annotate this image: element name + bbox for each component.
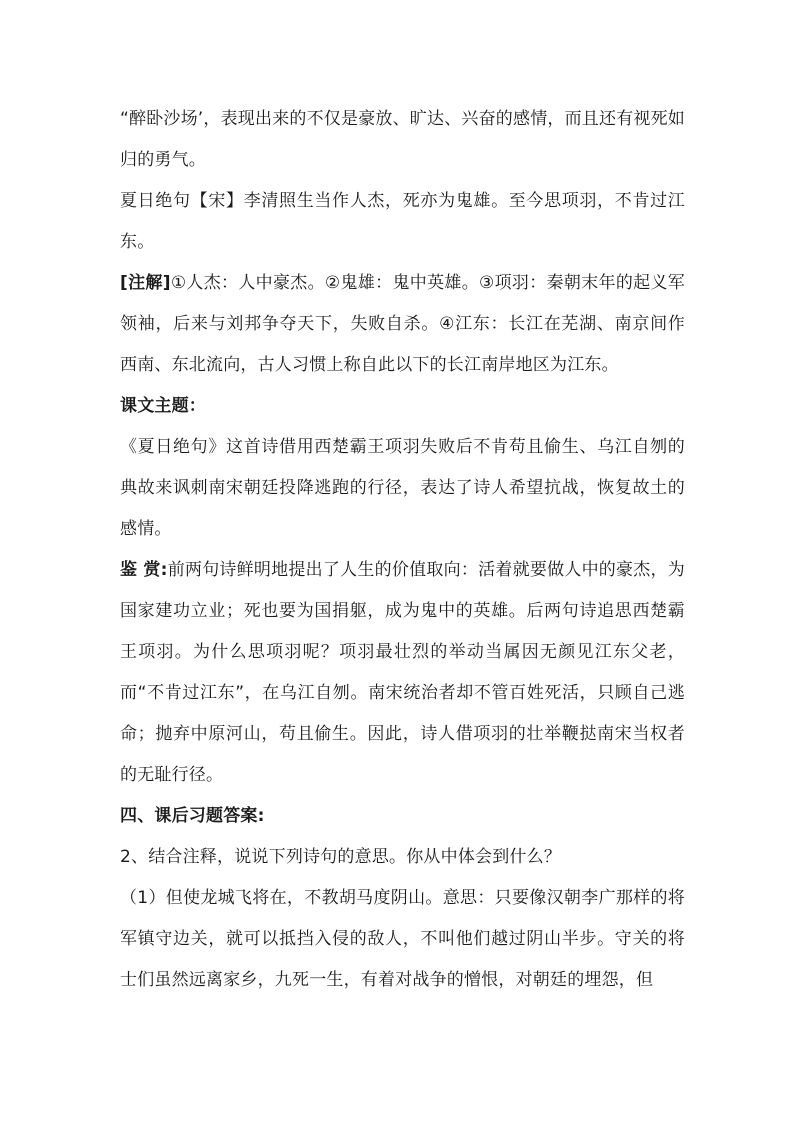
appreciation-paragraph <box>120 550 685 796</box>
theme-paragraph <box>120 427 685 550</box>
exercise-answer-1 <box>120 878 685 1001</box>
annotation-label: [注解] <box>120 273 171 293</box>
paragraph-text: 夏日绝句【宋】李清照生当作人杰，死亦为鬼雄。至今思项羽，不肯过江东。 <box>120 191 685 252</box>
exercise-answers-heading <box>120 796 685 837</box>
exercise-question-2 <box>120 837 685 878</box>
appreciation-label: 鉴 赏: <box>120 560 168 580</box>
paragraph-text: 2、结合注释，说说下列诗句的意思。你从中体会到什么？ <box>120 847 562 867</box>
theme-heading <box>120 386 685 427</box>
paragraph-drunk-battlefield <box>120 99 685 181</box>
paragraph-text: （1）但使龙城飞将在，不教胡马度阴山。意思：只要像汉朝李广那样的将军镇守边关，就可以抵挡入侵的敌人，不叫他们越过阴山半步。守关的将士们虽然远离家乡，九死一生，有着对战争的憎恨，对朝廷的埋怨，但 <box>120 888 685 990</box>
paragraph-text: 前两句诗鲜明地提出了人生的价值取向：活着就要做人中的豪杰，为国家建功立业；死也要为国捐躯，成为鬼中的英雄。后两句诗追思西楚霸王项羽。为什么思项羽呢？项羽最壮烈的举动当属因无颜见江东父老，而“不肯过江东”，在乌江自刎。南宋统治者却不管百姓死活，只顾自己逃命；抛弃中原河山，苟且偷生。因此，诗人借项羽的壮举鞭挞南宋当权者的无耻行径。 <box>120 560 685 785</box>
paragraph-text: ①人杰：人中豪杰。②鬼雄：鬼中英雄。③项羽：秦朝末年的起义军领袖，后来与刘邦争夺天下，失败自杀。④江东：长江在芜湖、南京间作西南、东北流向，古人习惯上称自此以下的长江南岸地区为江东。 <box>120 273 685 375</box>
poem-xiari-jueju <box>120 181 685 263</box>
paragraph-text: 《夏日绝句》这首诗借用西楚霸王项羽失败后不肯苟且偷生、乌江自刎的典故来讽刺南宋朝廷投降逃跑的行径，表达了诗人希望抗战，恢复故土的感情。 <box>120 437 685 539</box>
heading-text: 四、课后习题答案: <box>120 806 265 826</box>
heading-text: 课文主题： <box>120 396 206 416</box>
paragraph-text: “醉卧沙场’，表现出来的不仅是豪放、旷达、兴奋的感情，而且还有视死如归的勇气。 <box>120 109 686 170</box>
annotation-paragraph <box>120 263 685 386</box>
